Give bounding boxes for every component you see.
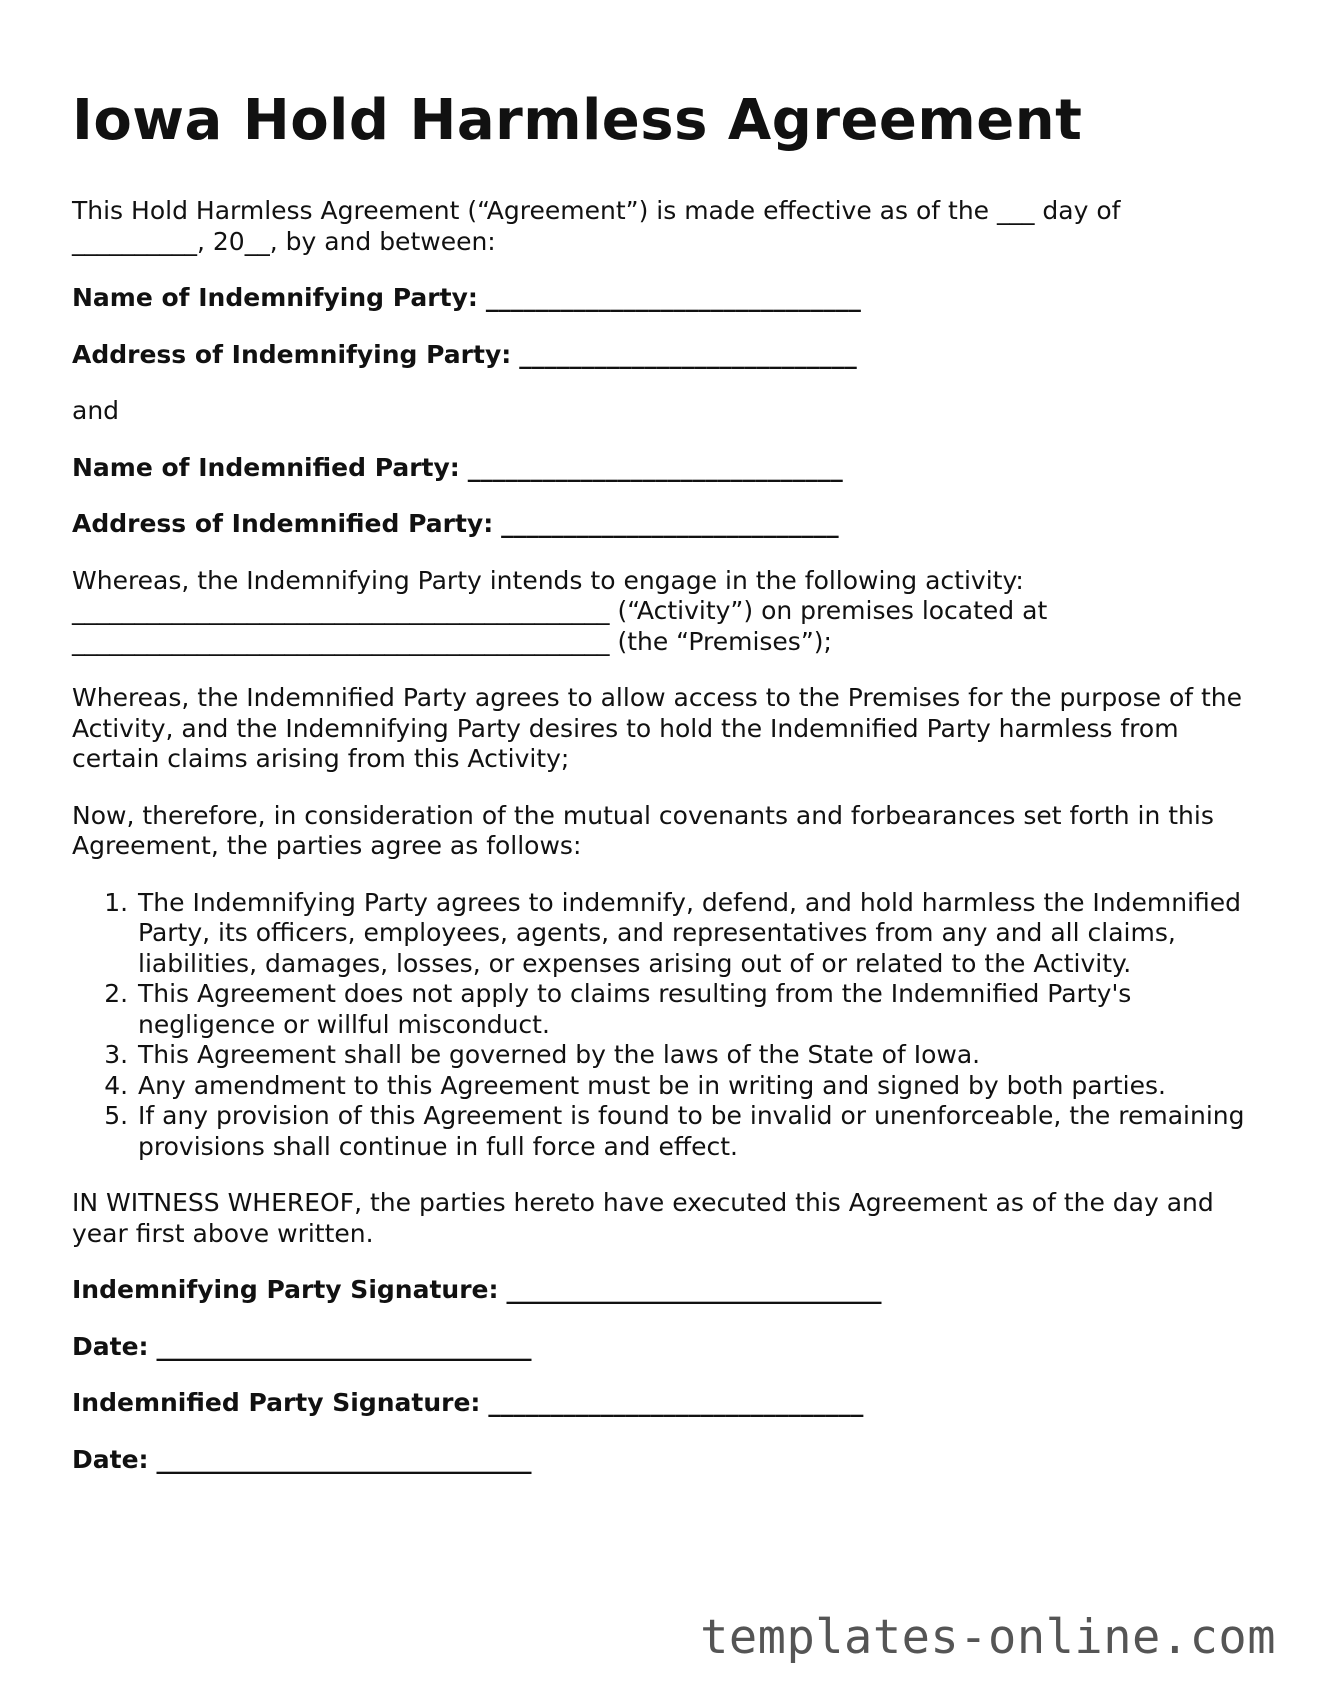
indemnified-signature-field xyxy=(72,1388,1252,1419)
witness-paragraph: IN WITNESS WHEREOF, the parties hereto have executed this Agreement as of the day and year first above written. xyxy=(72,1188,1214,1248)
whereas-activity-line1: Whereas, the Indemnifying Party intends to engage in the following activity: xyxy=(72,565,1024,595)
document-title: Iowa Hold Harmless Agreement xyxy=(72,88,1083,153)
whereas-activity-paragraph xyxy=(72,566,1252,658)
indemnified-address-field xyxy=(72,509,1252,540)
term-item: 2. This Agreement does not apply to claims resulting from the Indemnified Party's negligence or willful misconduct. xyxy=(136,979,1252,1040)
intro-paragraph: This Hold Harmless Agreement (“Agreement”) is made effective as of the ___ day of __________, 20__, by and between: xyxy=(72,196,1121,256)
indemnifying-name-blank[interactable]: ______________________________ xyxy=(485,283,861,312)
indemnifying-name-field xyxy=(72,283,1252,314)
term-item: 5. If any provision of this Agreement is found to be invalid or unenforceable, the remaining provisions shall continue in full force and effect. xyxy=(136,1101,1252,1162)
term-item: 1. The Indemnifying Party agrees to indemnify, defend, and hold harmless the Indemnified Party, its officers, employees, agents, and representatives from any and all claims, liabilities, damages, losses, or expenses arising out of or related to the Activity. xyxy=(136,888,1252,980)
and-text: and xyxy=(72,396,120,425)
whereas-activity-line3: ___________________________________________ (the “Premises”); xyxy=(72,626,832,656)
indemnified-name-field xyxy=(72,453,1252,484)
indemnifying-date-blank[interactable]: ______________________________ xyxy=(156,1331,532,1361)
term-item: 4. Any amendment to this Agreement must be in writing and signed by both parties. xyxy=(136,1071,1252,1102)
indemnifying-date-label: Date: xyxy=(72,1331,149,1361)
term-item: 3. This Agreement shall be governed by the laws of the State of Iowa. xyxy=(136,1040,1252,1071)
terms-list xyxy=(72,888,1252,1163)
indemnified-date-field xyxy=(72,1445,1252,1476)
indemnifying-address-label: Address of Indemnifying Party: xyxy=(72,339,512,369)
indemnifying-signature-blank[interactable]: ______________________________ xyxy=(506,1275,882,1304)
now-therefore-paragraph: Now, therefore, in consideration of the mutual covenants and forbearances set forth in this Agreement, the parties agree as follows: xyxy=(72,800,1214,860)
indemnified-date-blank[interactable]: ______________________________ xyxy=(156,1444,532,1474)
indemnified-signature-label: Indemnified Party Signature: xyxy=(72,1388,481,1417)
indemnified-address-blank[interactable]: ___________________________ xyxy=(501,509,839,538)
watermark: templates-online.com xyxy=(700,1610,1276,1665)
indemnified-name-blank[interactable]: ______________________________ xyxy=(467,452,843,482)
indemnified-name-label: Name of Indemnified Party: xyxy=(72,452,460,482)
indemnifying-address-blank[interactable]: ___________________________ xyxy=(519,339,857,369)
indemnified-address-label: Address of Indemnified Party: xyxy=(72,509,494,538)
whereas-access-paragraph: Whereas, the Indemnified Party agrees to allow access to the Premises for the purpose of the Activity, and the Indemnifying Party desires to hold the Indemnified Party harmless from certain claims arising from this Activity; xyxy=(72,683,1243,773)
indemnified-signature-blank[interactable]: ______________________________ xyxy=(488,1388,864,1417)
indemnifying-date-field xyxy=(72,1332,1252,1363)
indemnifying-signature-field xyxy=(72,1275,1252,1306)
indemnifying-signature-label: Indemnifying Party Signature: xyxy=(72,1275,499,1304)
document-page xyxy=(72,88,1252,1501)
whereas-activity-line2: ___________________________________________ (“Activity”) on premises located at xyxy=(72,596,1048,625)
indemnifying-address-field xyxy=(72,340,1252,371)
indemnifying-name-label: Name of Indemnifying Party: xyxy=(72,283,478,312)
indemnified-date-label: Date: xyxy=(72,1444,149,1474)
